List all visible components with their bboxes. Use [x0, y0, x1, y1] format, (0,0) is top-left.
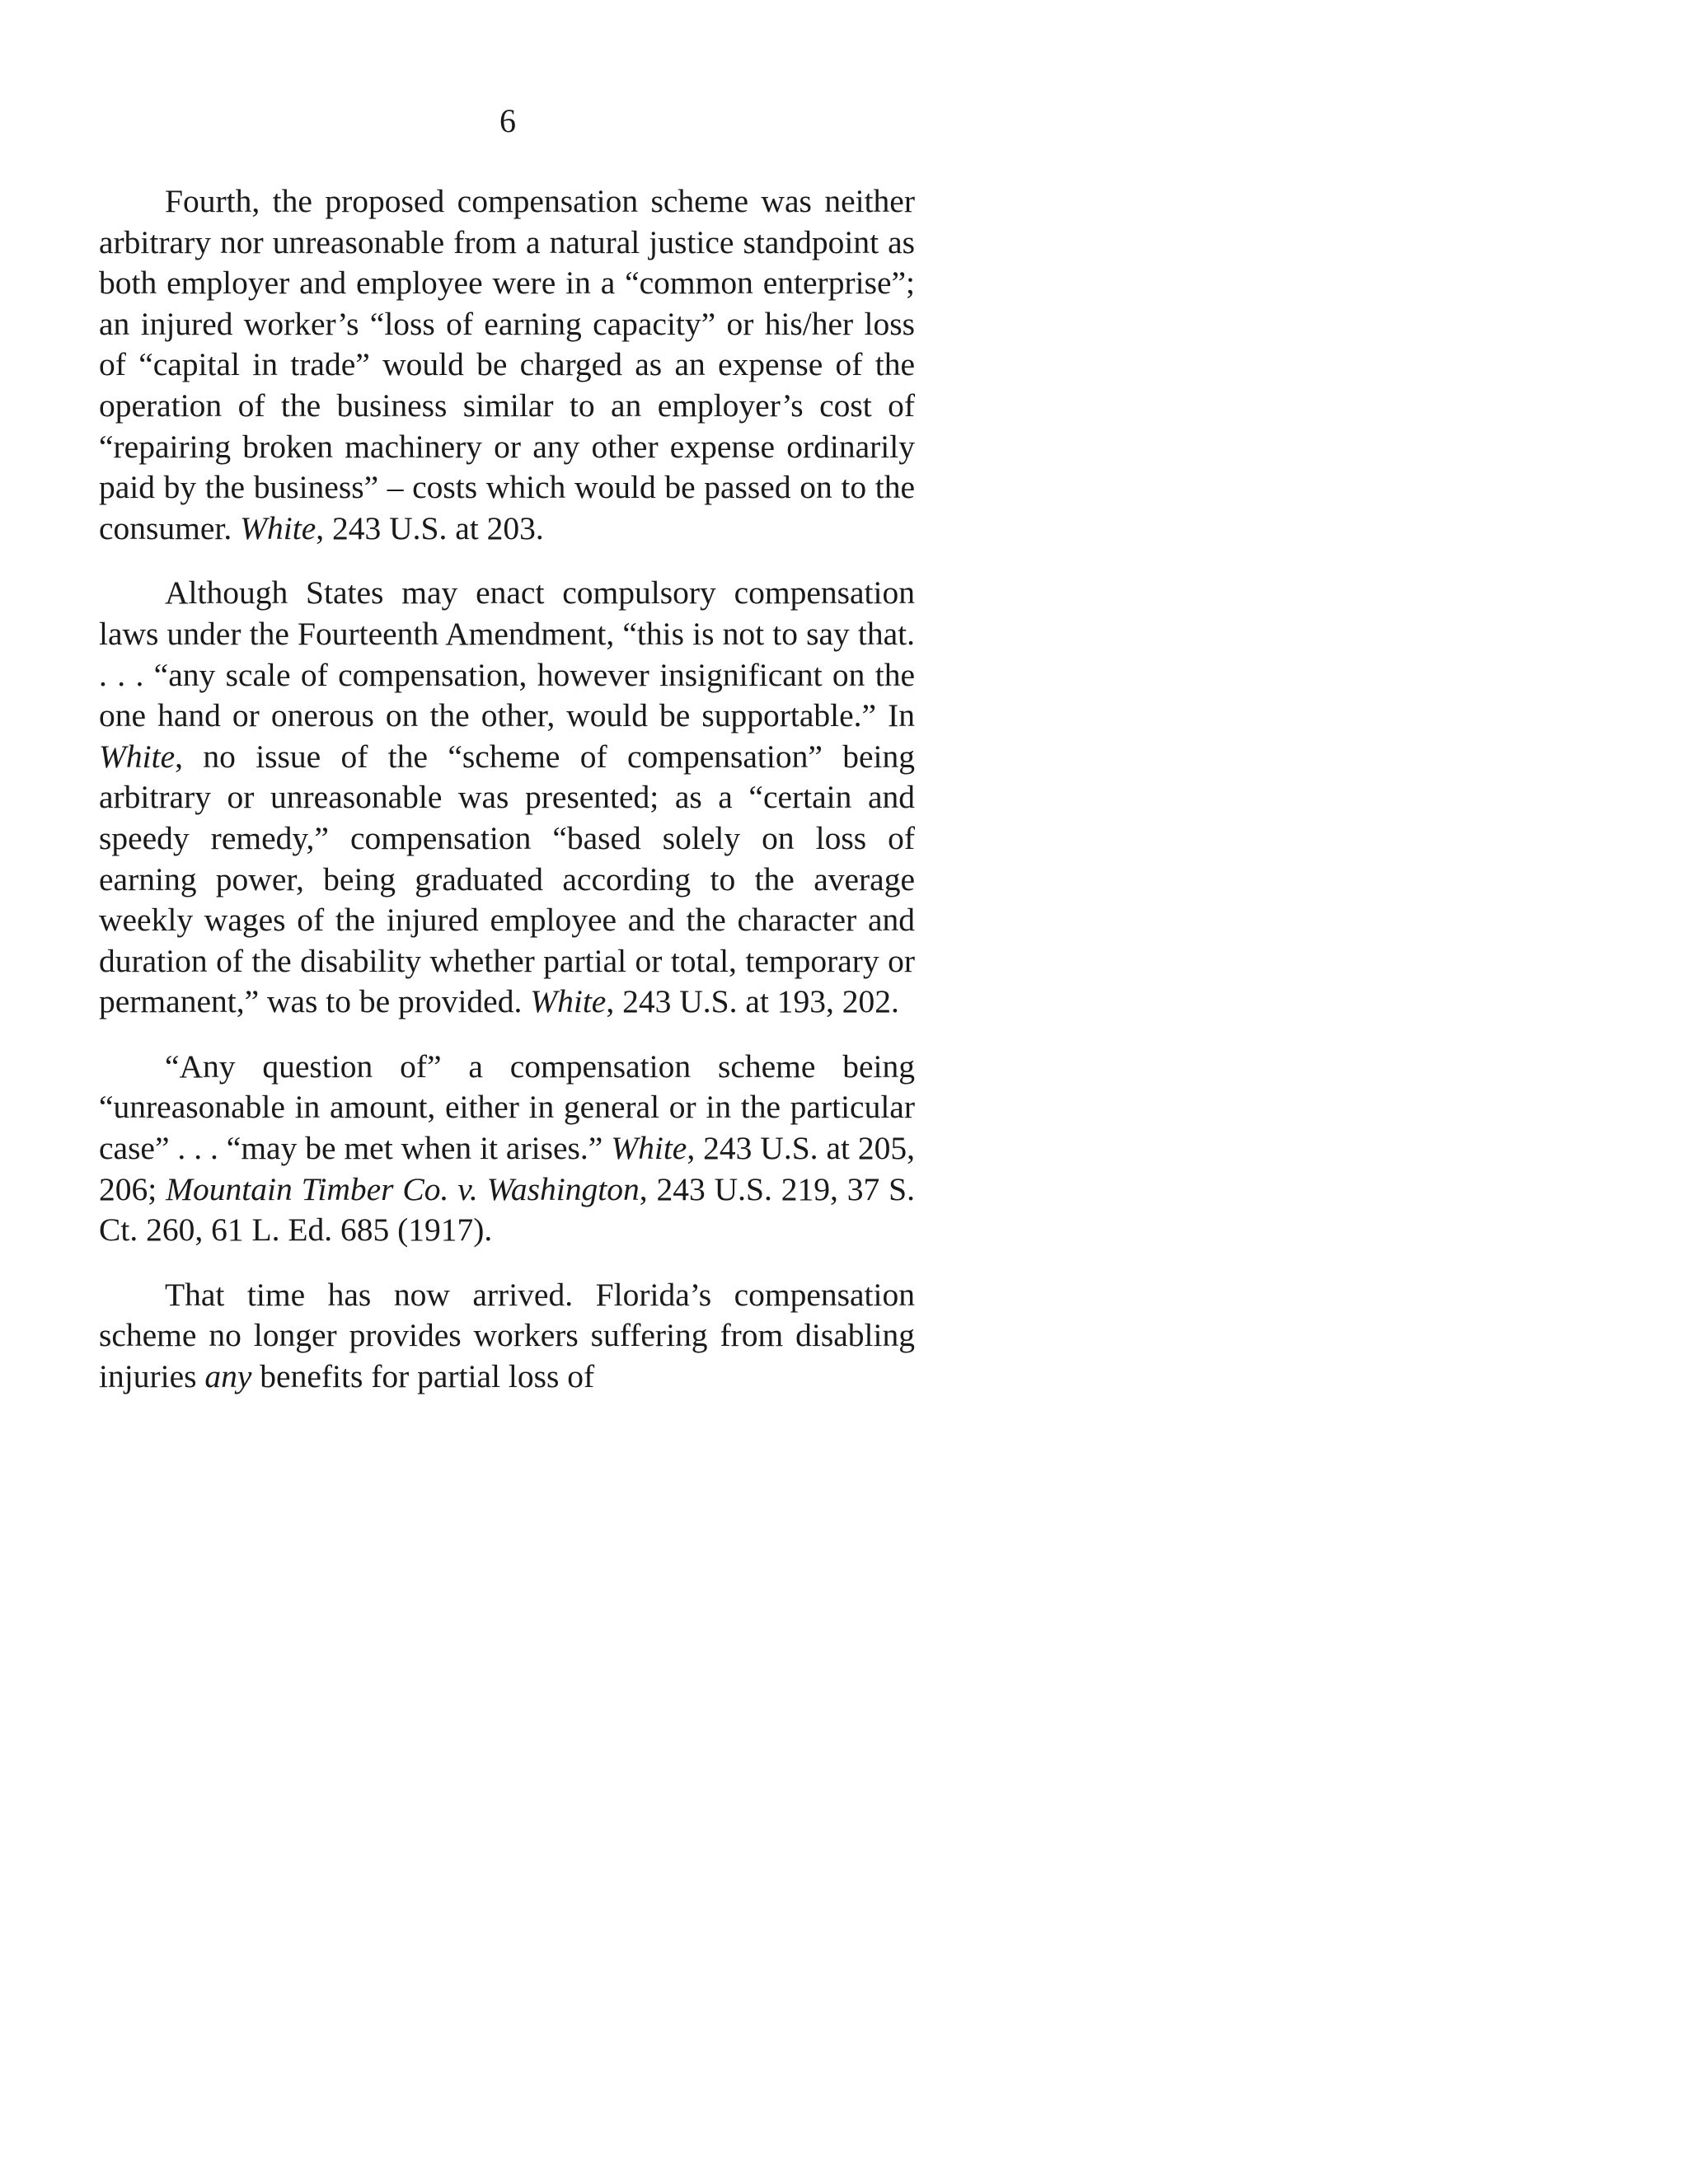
page-number: 6	[499, 102, 516, 139]
text-run: , no issue of the “scheme of compensation” being arbitrary or unreasonable was presented; as a “certain and speedy remedy,” compensation “based solely on loss of earning power, being graduated according to the average weekly wages of the injured employee and the character and duration of the disability whether partial or total, temporary or permanent,” was to be provided.	[99, 738, 915, 1020]
text-run: , 243 U.S. at 193, 202.	[606, 983, 899, 1020]
case-citation: White	[611, 1130, 687, 1167]
text-run: , 243 U.S. at 203.	[316, 509, 544, 546]
paragraph-time-arrived	[99, 1275, 915, 1398]
case-citation: White	[99, 738, 176, 775]
text-run: Fourth, the proposed compensation scheme was neither arbitrary nor unreasonable from a natural justice standpoint as both employer and employee were in a “common enterprise”; an injured worker’s “loss of earning capacity” or his/her loss of “capital in trade” would be charged as an expense of the operation of the business similar to an employer’s cost of “repairing broken machinery or any other expense ordinarily paid by the business” – costs which would be passed on to the consumer.	[99, 183, 915, 546]
paragraph-any-question	[99, 1047, 915, 1251]
case-citation: White	[240, 509, 316, 546]
text-run: Although States may enact compulsory compensation laws under the Fourteenth Amendment, “this is not to say that. . . . “any scale of compensation, however insignificant on the one hand or onerous on the other, would be supportable.” In	[99, 574, 915, 734]
body-text	[99, 181, 915, 1422]
paragraph-fourth-point	[99, 181, 915, 549]
text-run: “Any question of” a compensation scheme being “unreasonable in amount, either in general or in the particular case” . . . “may be met when it arises.”	[99, 1047, 915, 1167]
text-run: , 243 U.S. 219, 37 S. Ct. 260, 61 L. Ed. 685 (1917).	[99, 1170, 915, 1249]
text-run: , 243 U.S. at 205, 206;	[99, 1130, 916, 1207]
paragraph-compulsory-laws	[99, 573, 915, 1023]
emphasis: any	[204, 1358, 252, 1395]
case-citation: White	[530, 983, 607, 1020]
text-run: That time has now arrived. Florida’s compensation scheme no longer provides workers suffering from disabling injuries	[99, 1276, 915, 1395]
case-citation: Mountain Timber Co. v. Washington	[166, 1170, 640, 1207]
text-run: benefits for partial loss of	[251, 1358, 595, 1395]
